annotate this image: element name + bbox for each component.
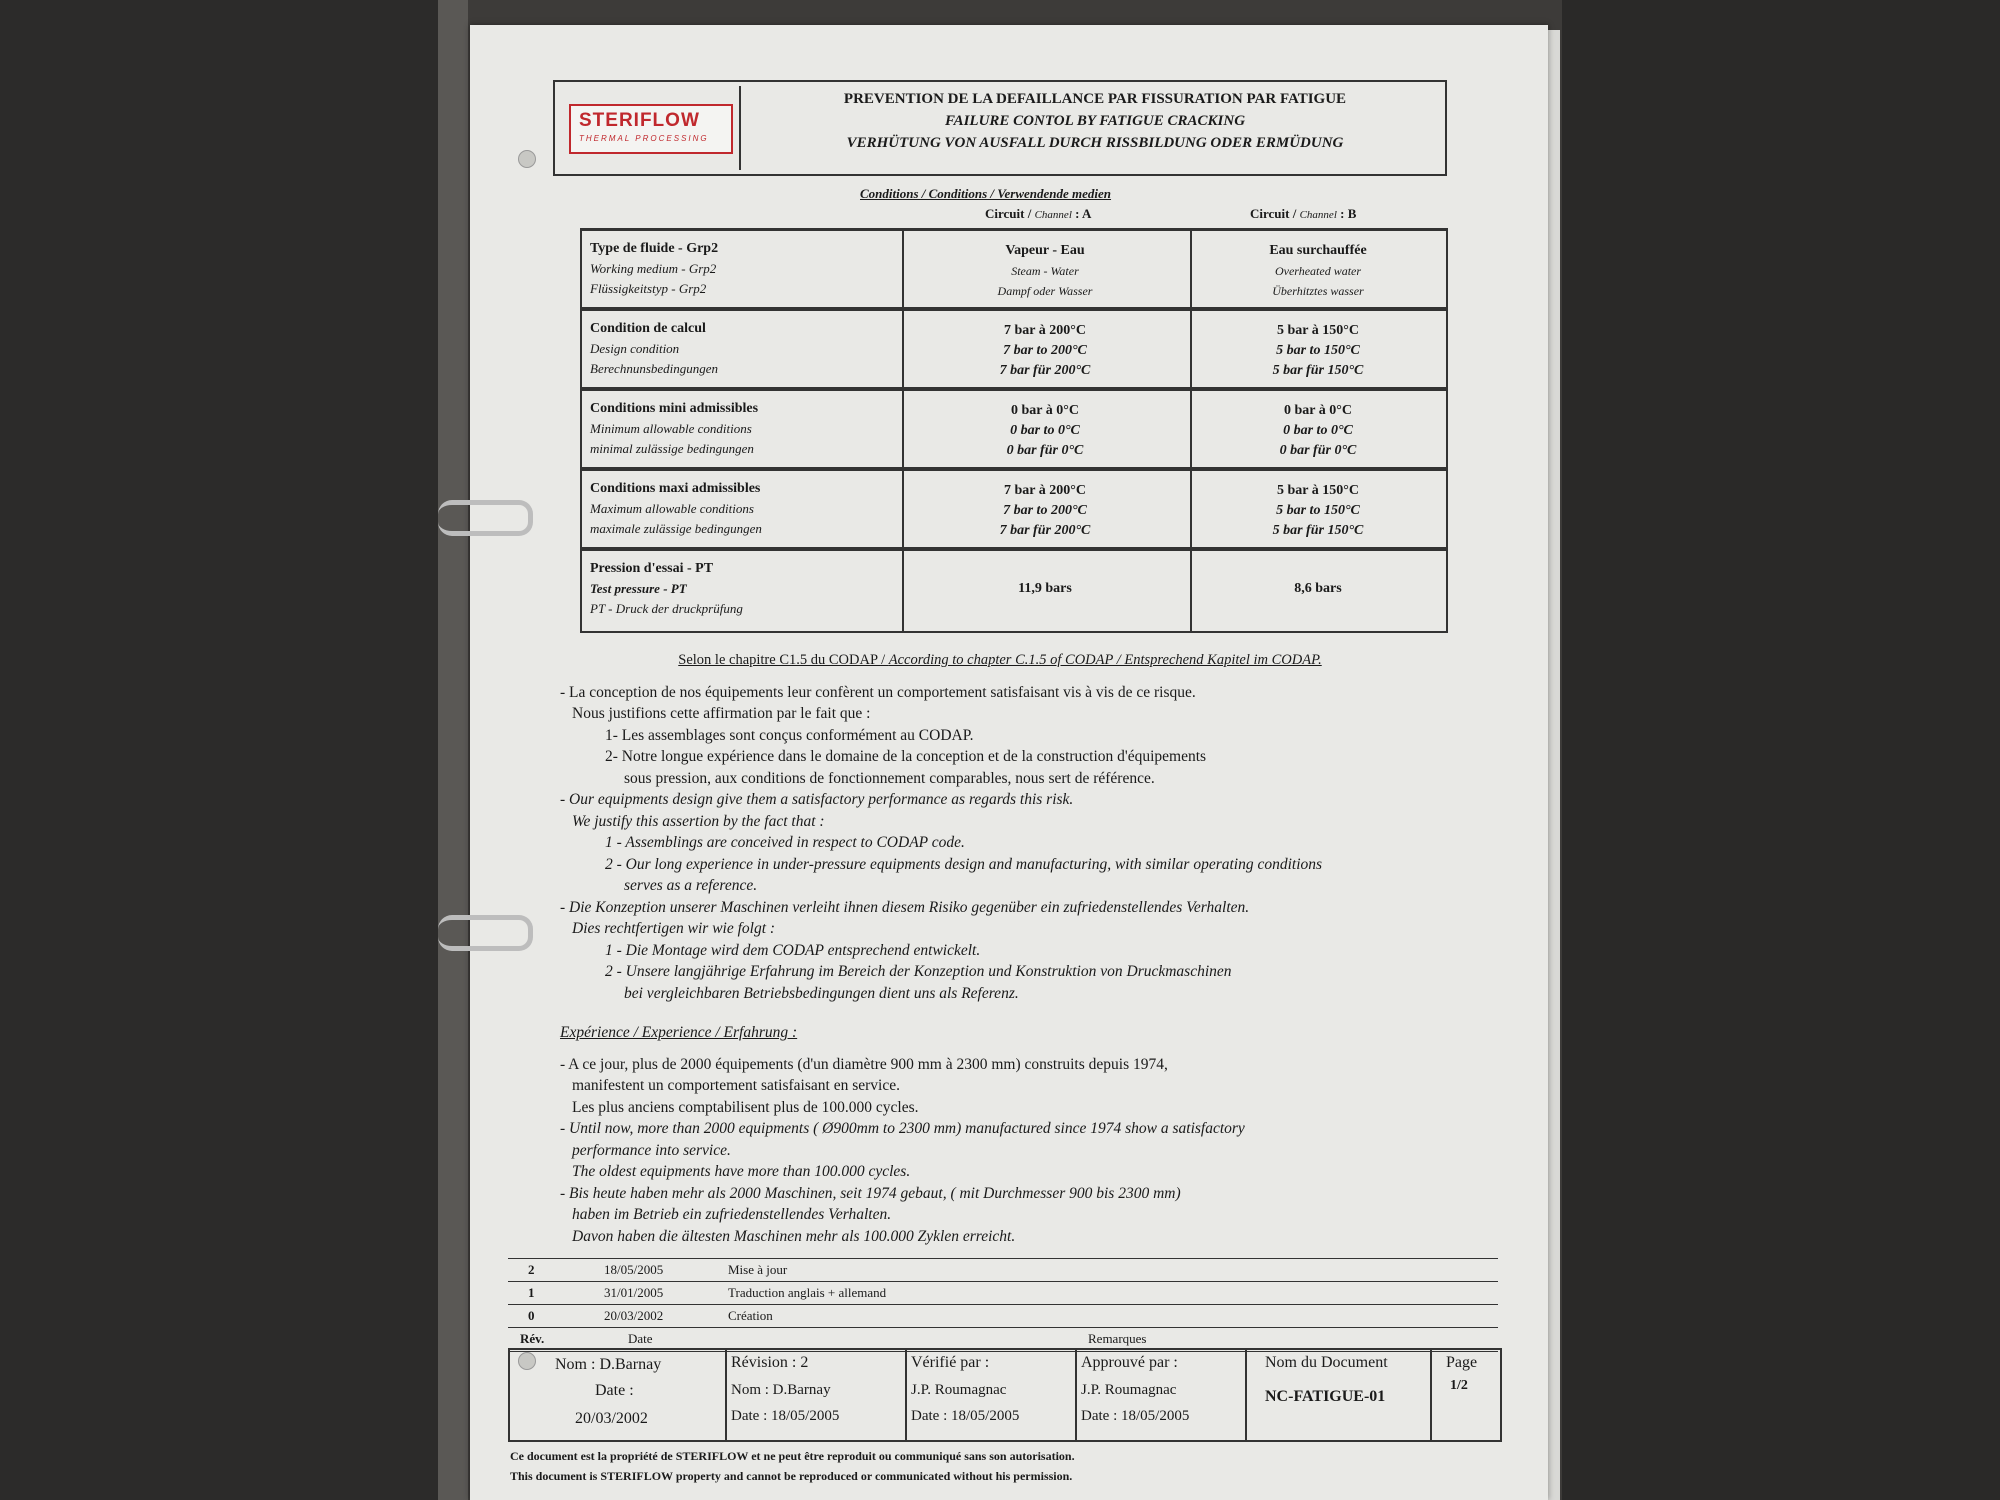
footer-note xyxy=(510,1446,1075,1486)
row-label: Conditions mini admissibles xyxy=(590,401,759,416)
row-label-de: minimal zulässige bedingungen xyxy=(590,441,754,456)
paragraph-line: 2 - Unsere langjährige Erfahrung im Bereich der Konzeption und Konstruktion von Druckmaschinen xyxy=(605,963,1232,980)
cell-value: 0 bar für 0°C xyxy=(1279,443,1357,458)
revision-cell: Révision : 2 Nom : D.Barnay Date : 18/05/2005 xyxy=(725,1350,907,1440)
title-fr: PREVENTION DE LA DEFAILLANCE PAR FISSURATION PAR FATIGUE xyxy=(843,91,1347,107)
row-label: Pression d'essai - PT xyxy=(590,561,714,576)
title-de: VERHÜTUNG VON AUSFALL DURCH RISSBILDUNG ODER ERMÜDUNG xyxy=(846,135,1344,151)
paragraph-line: Davon haben die ältesten Maschinen mehr als 100.000 Zyklen erreicht. xyxy=(572,1227,1016,1245)
cell-value: 5 bar à 150°C xyxy=(1277,323,1359,338)
paragraph-line: We justify this assertion by the fact that : xyxy=(572,812,825,830)
binder-ring xyxy=(438,915,533,951)
paragraph-line: serves as a reference. xyxy=(624,877,758,894)
binder-edge xyxy=(438,0,468,1500)
row-label: Conditions maxi admissibles xyxy=(590,481,761,496)
cell-value: 11,9 bars xyxy=(1018,581,1072,596)
cell-value: Vapeur - Eau xyxy=(1005,243,1085,258)
cell-value: 0 bar to 0°C xyxy=(1283,423,1353,438)
paragraph-line: - Until now, more than 2000 equipments ( Ø900mm to 2300 mm) manufactured since 1974 show a satisfactory xyxy=(560,1120,1245,1137)
paragraph-line: - Bis heute haben mehr als 2000 Maschinen, seit 1974 gebaut, ( mit Durchmesser 900 bis 2300 mm) xyxy=(560,1184,1181,1202)
signature-block xyxy=(508,1348,1502,1442)
cell-value: 5 bar to 150°C xyxy=(1276,503,1360,518)
paragraph-line: performance into service. xyxy=(572,1141,731,1159)
logo-sub-text: THERMAL PROCESSING xyxy=(579,134,709,143)
approved-cell: Approuvé par : J.P. Roumagnac Date : 18/05/2005 xyxy=(1075,1350,1247,1440)
table-row xyxy=(580,548,1448,633)
paragraph-line: haben im Betrieb ein zufriedenstellendes Verhalten. xyxy=(572,1206,892,1223)
cell-value: 8,6 bars xyxy=(1294,581,1342,596)
document-header xyxy=(553,80,1447,176)
logo-main-text: STERIFLOW xyxy=(579,110,700,131)
cell-value: 5 bar für 150°C xyxy=(1272,363,1364,378)
paragraph-line: - A ce jour, plus de 2000 équipements (d'un diamètre 900 mm à 2300 mm) construits depuis 1974, xyxy=(560,1055,1168,1073)
title-en: FAILURE CONTOL BY FATIGUE CRACKING xyxy=(944,113,1246,129)
row-label-en: Design condition xyxy=(590,341,680,356)
revision-row: 1 31/01/2005 Traduction anglais + allemand xyxy=(508,1281,1498,1305)
cell-value: 0 bar à 0°C xyxy=(1284,403,1352,418)
paragraph-line: 1 - Die Montage wird dem CODAP entsprechend entwickelt. xyxy=(605,941,981,959)
paragraph-line: 2- Notre longue expérience dans le domaine de la conception et de la construction d'équipements xyxy=(605,748,1207,765)
cell-value: 7 bar à 200°C xyxy=(1004,483,1086,498)
document-title xyxy=(755,88,1435,154)
paragraph-line: The oldest equipments have more than 100.000 cycles. xyxy=(572,1163,911,1180)
paragraph-line: - La conception de nos équipements leur confèrent un comportement satisfaisant vis à vis de ce risque. xyxy=(560,683,1196,701)
cell-value: 0 bar für 0°C xyxy=(1006,443,1084,458)
row-label-en: Minimum allowable conditions xyxy=(590,421,752,436)
paragraph-line: bei vergleichbaren Betriebsbedingungen dient uns als Referenz. xyxy=(624,984,1019,1002)
paragraph-line: - Die Konzeption unserer Maschinen verleiht ihnen diesem Risiko gegenüber ein zufriedenstellendes Verhalten. xyxy=(560,898,1250,916)
cell-value: 0 bar to 0°C xyxy=(1010,423,1080,438)
row-label-en: Maximum allowable conditions xyxy=(590,501,754,516)
paragraph-line: manifestent un comportement satisfaisant en service. xyxy=(572,1077,900,1094)
cell-value: Overheated water xyxy=(1274,264,1362,278)
row-label: Condition de calcul xyxy=(590,321,706,336)
verified-cell: Vérifié par : J.P. Roumagnac Date : 18/05/2005 xyxy=(905,1350,1077,1440)
column-header-a: Circuit / Channel : A xyxy=(985,206,1092,221)
cell-value: 7 bar für 200°C xyxy=(999,363,1091,378)
steriflow-logo xyxy=(569,104,733,154)
row-label: Type de fluide - Grp2 xyxy=(590,241,719,256)
experience-heading: Expérience / Experience / Erfahrung : xyxy=(560,1024,798,1041)
codap-heading: Selon le chapitre C1.5 du CODAP / According to chapter C.1.5 of CODAP / Entsprechend Kapitel im CODAP. xyxy=(678,652,1322,668)
logo-cell xyxy=(559,86,741,170)
conditions-heading: Conditions / Conditions / Verwendende medien xyxy=(860,186,1112,201)
footer-en: This document is STERIFLOW property and cannot be reproduced or communicated without his permission. xyxy=(510,1469,1073,1483)
cell-value: 7 bar to 200°C xyxy=(1003,503,1087,518)
paragraph-line: 1- Les assemblages sont conçus conformément au CODAP. xyxy=(605,726,974,744)
document-name-cell: Nom du Document NC-FATIGUE-01 xyxy=(1245,1350,1432,1440)
page-cell: Page 1/2 xyxy=(1446,1354,1478,1393)
cell-value: 7 bar à 200°C xyxy=(1004,323,1086,338)
cell-value: Steam - Water xyxy=(1011,264,1079,278)
revision-header-row: Rév. Date Remarques xyxy=(508,1327,1498,1352)
cell-value: 5 bar für 150°C xyxy=(1272,523,1364,538)
cell-value: Dampf oder Wasser xyxy=(997,284,1093,298)
row-label-en: Test pressure - PT xyxy=(590,581,687,596)
background-left xyxy=(0,0,438,1500)
author-cell: Nom : D.Barnay Date : 20/03/2002 xyxy=(510,1350,727,1440)
cell-value: 5 bar to 150°C xyxy=(1276,343,1360,358)
cell-value: 7 bar für 200°C xyxy=(999,523,1091,538)
cell-value: Eau surchauffée xyxy=(1269,243,1367,258)
paragraph-line: 1 - Assemblings are conceived in respect to CODAP code. xyxy=(605,834,965,851)
row-label-de: maximale zulässige bedingungen xyxy=(590,521,762,536)
paragraph-line: 2 - Our long experience in under-pressure equipments design and manufacturing, with similar operating conditions xyxy=(605,855,1323,873)
paragraph-line: Dies rechtfertigen wir wie folgt : xyxy=(572,920,776,937)
table-row xyxy=(580,228,1448,308)
row-label-en: Working medium - Grp2 xyxy=(590,261,717,276)
column-header-b: Circuit / Channel : B xyxy=(1250,206,1357,221)
cell-value: 7 bar to 200°C xyxy=(1003,343,1087,358)
footer-fr: Ce document est la propriété de STERIFLOW et ne peut être reproduit ou communiqué sans son autorisation. xyxy=(510,1449,1075,1463)
cell-value: Überhitztes wasser xyxy=(1272,284,1364,298)
cell-value: 5 bar à 150°C xyxy=(1277,483,1359,498)
row-label-de: PT - Druck der druckprüfung xyxy=(590,601,743,616)
row-label-de: Berechnunsbedingungen xyxy=(590,361,719,376)
row-label-de: Flüssigkeitstyp - Grp2 xyxy=(590,281,707,296)
paragraph-line: Nous justifions cette affirmation par le fait que : xyxy=(572,705,871,722)
paragraph-line: sous pression, aux conditions de fonctionnement comparables, nous sert de référence. xyxy=(624,769,1155,787)
binder-ring xyxy=(438,500,533,536)
table-row xyxy=(580,308,1448,388)
punch-hole xyxy=(518,150,536,168)
paragraph-line: - Our equipments design give them a satisfactory performance as regards this risk. xyxy=(560,791,1074,808)
background-right xyxy=(1562,0,2000,1500)
table-row xyxy=(580,468,1448,548)
paragraph-line: Les plus anciens comptabilisent plus de 100.000 cycles. xyxy=(572,1098,919,1116)
revision-row: 0 20/03/2002 Création xyxy=(508,1304,1498,1328)
cell-value: 0 bar à 0°C xyxy=(1011,403,1079,418)
revision-row: 2 18/05/2005 Mise à jour xyxy=(508,1258,1498,1282)
body-text xyxy=(560,650,1440,1247)
table-row xyxy=(580,388,1448,468)
